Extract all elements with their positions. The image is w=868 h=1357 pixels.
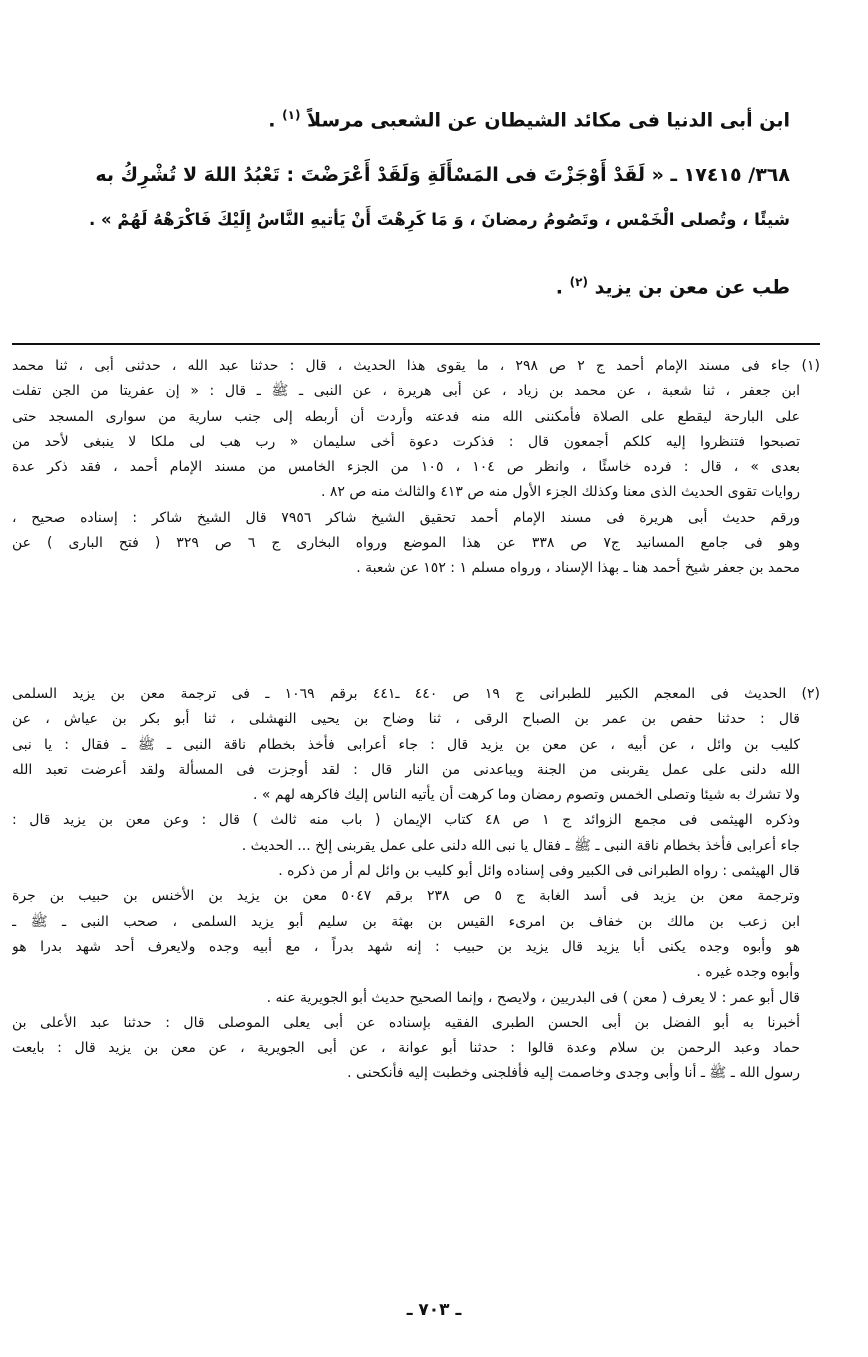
punctuation: . xyxy=(555,276,564,299)
footnote-line: محمد بن جعفر شيخ أحمد هنا ـ بهذا الإسناد ، ورواه مسلم ١ : ١٥٢ عن شعبة . xyxy=(356,560,800,577)
main-text: ابن أبى الدنيا فى مكائد الشيطان عن الشعبى مرسلاً xyxy=(307,109,790,132)
footnote-divider xyxy=(12,343,820,345)
footnote-line: على البارحة ليقطع على الصلاة فأمكننى الله منه فدعته وأردت أن أربطه إلى جنب سارية من سوارى المسجد حتى xyxy=(12,408,800,425)
footnote-line: ابن زعب بن مالك بن خفاف بن امرىء القيس بن بهثة بن سليم أبو يزيد السلمى ، صحب النبى ـ ﷺ ـ xyxy=(12,913,800,930)
footnote-line: قال : حدثنا حفص بن عمر بن الصباح الرقى ، ثنا وضاح بن يحيى النهشلى ، ثنا أبو بكر بن عياش ، عن xyxy=(12,711,800,728)
main-text-line-1 xyxy=(268,95,790,140)
page-number: ـ ٧٠٣ ـ xyxy=(406,1300,462,1320)
source-line xyxy=(556,262,790,307)
footnote-line: (٢) الحديث فى المعجم الكبير للطبرانى ج ١٩ ص ٤٤٠ ـ٤٤١ برقم ١٠٦٩ ـ فى ترجمة معن بن يزيد السلمى xyxy=(12,686,820,702)
footnote-ref: (١) xyxy=(282,108,301,122)
footnote-line: أخبرنا به أبو الفضل بن أبى الحسن الطبرى الفقيه بإسناده عن أبى يعلى الموصلى قال : حدثنا عبد الأعلى بن xyxy=(12,1014,800,1031)
footnote-line: ولا تشرك به شيئا وتصلى الخمس وتصوم رمضان وما كرهت أن يأتيه الناس إليك فاكرهه لهم » . xyxy=(253,787,800,804)
footnote-line: قال الهيثمى : رواه الطبرانى فى الكبير وفى إسناده وائل أبو كليب بن وائل لم أر من ذكره . xyxy=(278,863,800,880)
footnote-line: الله دلنى على عمل يقربنى من الجنة ويباعدنى من النار قال : لقد أوجزت فى المسألة ولقد أعرضت تعبد الله xyxy=(12,761,800,778)
footnote-line: حماد وعبد الرحمن بن سلام وعدة قالوا : حدثنا أبو عوانة ، عن أبى الجويرية ، عن معن بن يزيد قال : بايعت xyxy=(12,1040,800,1057)
footnote-line: ابن جعفر ، ثنا شعبة ، عن محمد بن زياد ، عن أبى هريرة ، عن النبى ـ ﷺ ـ قال : « إن عفريتا من الجن تفلت xyxy=(12,383,800,400)
footnote-line: وترجمة معن بن يزيد فى أسد الغابة ج ٥ ص ٢٣٨ برقم ٥٠٤٧ معن بن يزيد بن الأخنس بن حبيب بن جرة xyxy=(12,888,801,905)
footnote-line: ورقم حديث أبى هريرة فى مسند الإمام أحمد تحقيق الشيخ شاكر ٧٩٥٦ قال الشيخ شاكر : إسناده صحيح ، xyxy=(12,509,800,526)
footnote-line: (١) جاء فى مسند الإمام أحمد ج ٢ ص ٢٩٨ ، ما يقوى هذا الحديث ، قال : حدثنا عبد الله ، حدثنى أبى ، ثنا محمد xyxy=(12,358,820,374)
footnote-line: كليب بن وائل ، عن أبيه ، عن معن بن يزيد قال : جاء أعرابى فأخذ بخطام ناقة النبى ـ ﷺ ـ فقال : يا نبى xyxy=(12,736,800,753)
footnote-ref: (٢) xyxy=(569,275,588,289)
footnote-line: هو وأبوه وجده يكنى أبا يزيد قال يزيد بن حبيب : إنه شهد بدراً ، مع أبيه وجده ولايعرف أحد شهد بدرا هو xyxy=(12,938,800,955)
footnote-line: وهو فى جامع المسانيد ج٧ ص ٣٣٨ عن هذا الموضع ورواه البخارى ج ٦ ص ٣٢٩ ( فتح البارى ) عن xyxy=(12,535,801,552)
footnote-line: روايات تقوى الحديث الذى معنا وكذلك الجزء الأول منه ص ٤١٣ والثالث منه ص ٨٢ . xyxy=(320,484,800,501)
footnote-2 xyxy=(12,682,820,1087)
footnote-line: وأبوه وجده غيره . xyxy=(696,964,800,981)
source-text: طب عن معن بن يزيد xyxy=(594,276,790,299)
footnote-line: رسول الله ـ ﷺ ـ أنا وأبى وجدى وخاصمت إليه فأفلجنى وخطبت إليه فأنكحنى . xyxy=(347,1065,800,1082)
footnote-line: تصبحوا فتنظروا إليه كلكم أجمعون قال : فذكرت دعوة أخى سليمان « رب هب لى ملكا لا ينبغى لأحد من xyxy=(12,433,800,450)
footnote-line: قال أبو عمر : لا يعرف ( معن ) فى البدريين ، ولايصح ، وإنما الصحيح حديث أبو الجويرية عنه . xyxy=(266,989,800,1006)
punctuation: . xyxy=(268,109,276,132)
footnote-line: بعدى » ، قال : فرده خاسئًا ، وانظر ص ١٠٤ ، ١٠٥ من الجزء الخامس من مسند الإمام أحمد ، فقد ذكر عدة xyxy=(12,459,801,476)
footnote-1 xyxy=(12,354,820,582)
hadith-line-2: شيئًا ، وتُصلى الْخَمْس ، وتَصُومُ رمضانَ ، وَ مَا كَرِهْتَ أَنْ يَأتيهِ النَّاسُ إِلَيْكَ فَاكْرَهْهُ لَهُمْ » . xyxy=(88,210,790,229)
footnote-line: وذكره الهيثمى فى مجمع الزوائد ج ١ ص ٤٨ كتاب الإيمان ( باب منه ثالث ) قال : وعن معن بن يزيد قال : xyxy=(12,812,801,829)
hadith-line-1: ٣٦٨/ ١٧٤١٥ ـ « لَقَدْ أَوْجَزْتَ فى المَسْأَلَةِ وَلَقَدْ أَعْرَضْتَ : تَعْبُدُ اللهَ لا تُشْرِكُ به xyxy=(95,164,790,186)
footnote-line: جاء أعرابى فأخذ بخطام ناقة النبى ـ ﷺ ـ فقال يا نبى الله دلنى على عمل يقربنى إلخ ... الحديث . xyxy=(241,837,800,854)
